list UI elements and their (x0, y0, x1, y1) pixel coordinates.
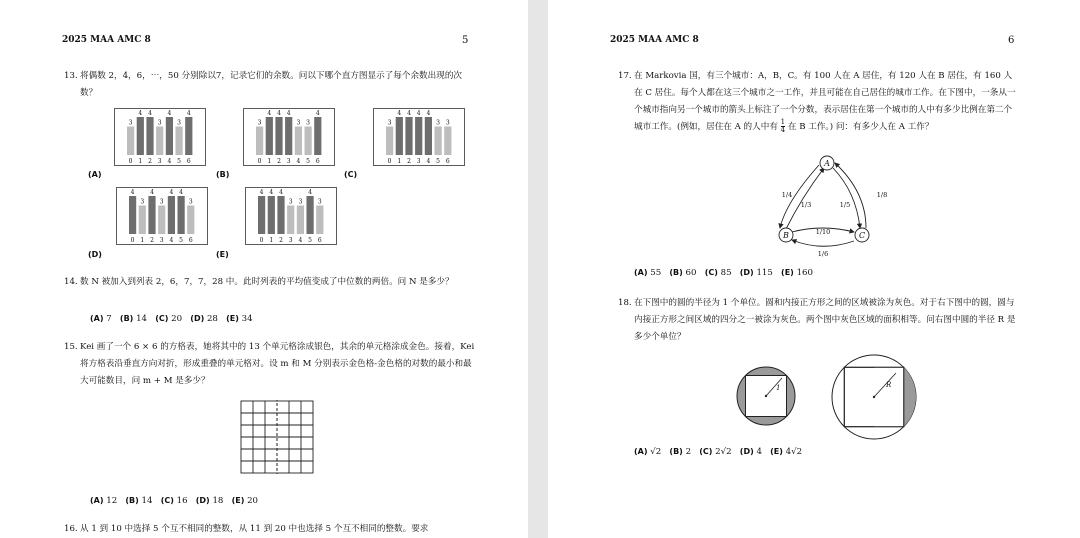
x-tick-label: 6 (445, 158, 450, 165)
histogram-bar (277, 196, 284, 234)
question-16 (64, 521, 478, 538)
bar-value-label: 4 (267, 110, 272, 117)
choice-value: 14 (141, 496, 153, 506)
histogram-bar (307, 196, 314, 234)
histogram-bar (137, 117, 144, 155)
bar-value-label: 4 (277, 110, 281, 117)
page-header-title: 2025 MAA AMC 8 (62, 35, 151, 45)
question-text-continued: 在 B 工作。) 问：有多少人在 A 工作？ (787, 122, 934, 132)
choice-value: 18 (212, 496, 224, 506)
bar-value-label: 3 (157, 119, 162, 127)
edge-label: 1/10 (815, 228, 831, 236)
circle-radius-r-figure (830, 353, 918, 441)
choices-17 (634, 268, 813, 278)
bar-value-label: 3 (188, 198, 193, 206)
choice-letter: (B) (125, 496, 139, 505)
x-tick-label: 0 (259, 237, 264, 244)
x-tick-label: 4 (298, 237, 303, 244)
bar-value-label: 3 (288, 198, 293, 206)
x-tick-label: 1 (269, 237, 274, 244)
label-d: (D) (88, 250, 102, 259)
edge-label: 1/5 (839, 201, 851, 209)
histogram-bar (268, 196, 275, 234)
choice-letter: (B) (669, 447, 683, 456)
question-18 (618, 295, 1018, 346)
fraction-numerator: 1 (780, 118, 786, 126)
choice-value: 115 (756, 268, 773, 278)
x-tick-label: 1 (138, 158, 143, 165)
choice-letter: (E) (770, 447, 783, 456)
question-number: 18. (618, 298, 632, 308)
histogram-bar (156, 127, 163, 156)
histogram-bar (425, 117, 432, 155)
histogram-bar (176, 127, 183, 156)
question-text: 数 N 被加入到列表 2，6，7，7，28 中。此时列表的平均值变成了中位数的两倍。问 N 是多少？ (80, 277, 454, 287)
bar-value-label: 4 (259, 189, 264, 196)
choice-letter: (A) (90, 496, 104, 505)
histogram-a (114, 108, 206, 166)
choice-letter: (E) (781, 268, 794, 277)
histogram-bar (168, 196, 175, 234)
choice-letter: (A) (90, 314, 104, 323)
question-number: 16. (64, 524, 78, 534)
histogram-bar (305, 127, 312, 156)
question-text: 从 1 到 10 中选择 5 个互不相同的整数，从 11 到 20 中也选择 5 个互不相同的整数。要求 (80, 524, 429, 534)
label-a: (A) (88, 170, 102, 179)
choice-value: 4√2 (785, 447, 803, 457)
x-tick-label: 0 (257, 158, 262, 165)
edge-label: 1/6 (817, 250, 829, 258)
bar-value-label: 4 (308, 189, 313, 196)
label-c: (C) (344, 170, 358, 179)
histogram-bar (146, 117, 153, 155)
histogram-d (116, 187, 208, 245)
bar-value-label: 4 (397, 110, 402, 117)
node-c: C (858, 231, 866, 240)
x-tick-label: 6 (188, 237, 193, 244)
histogram-bar (297, 206, 304, 235)
label-e: (E) (216, 250, 229, 259)
choice-letter: (B) (119, 314, 134, 323)
x-tick-label: 6 (186, 158, 191, 165)
choices-15 (90, 496, 258, 506)
bar-value-label: 4 (167, 110, 172, 117)
histogram-bar (178, 196, 185, 234)
node-b: B (783, 231, 789, 240)
x-tick-label: 0 (128, 158, 133, 165)
choice-letter: (A) (634, 268, 648, 277)
bar-value-label: 4 (416, 110, 421, 117)
x-tick-label: 2 (148, 158, 152, 165)
histogram-bar (166, 117, 173, 155)
choice-value: 12 (106, 496, 118, 506)
choices-18 (634, 447, 802, 457)
page-number: 6 (1008, 35, 1015, 46)
histogram-c (373, 108, 465, 166)
bar-value-label: 3 (387, 119, 392, 127)
bar-value-label: 4 (407, 110, 411, 117)
choice-letter: (D) (739, 447, 754, 456)
choice-value: 2√2 (715, 447, 732, 457)
choice-value: 20 (171, 314, 183, 324)
choice-value: 4 (756, 447, 762, 457)
bar-value-label: 4 (150, 189, 154, 196)
choice-value: 34 (241, 314, 253, 324)
bar-value-label: 3 (298, 198, 303, 206)
edge-label: 1/3 (800, 201, 812, 209)
fraction-denominator: 4 (780, 126, 786, 134)
choice-value: 2 (685, 447, 692, 457)
histogram-bar (148, 196, 155, 234)
question-number: 13. (64, 71, 78, 81)
bar-value-label: 4 (279, 189, 283, 196)
question-text: 在下图中的圆的半径为 1 个单位。圆和内接正方形之间的区域被涂为灰色。对于右下图中的圆，圆与内接正方形之间区域的四分之一被涂为灰色。两个图中灰色区域的面积相等。问右图中圆的半径 R 是多少个单位？ (634, 298, 1016, 342)
city-graph (774, 152, 908, 260)
bar-value-label: 4 (269, 189, 274, 196)
choice-letter: (C) (704, 268, 718, 277)
question-17 (618, 68, 1018, 136)
histogram-b (243, 108, 335, 166)
bar-value-label: 3 (296, 119, 301, 127)
histogram-bar (435, 127, 442, 156)
x-tick-label: 1 (140, 237, 145, 244)
x-tick-label: 4 (426, 158, 431, 165)
choice-value: 85 (720, 268, 732, 278)
question-text: 将偶数 2，4，6，⋯，50 分别除以7，记录它们的余数。问以下哪个直方图显示了每个余数出现的次数？ (80, 71, 463, 98)
x-tick-label: 0 (130, 237, 135, 244)
bar-value-label: 4 (138, 110, 143, 117)
bar-value-label: 3 (317, 198, 322, 206)
node-a: A (824, 159, 830, 168)
histogram-bar (256, 127, 263, 156)
histogram-bar (129, 196, 136, 234)
page-header-title: 2025 MAA AMC 8 (610, 35, 699, 45)
x-tick-label: 3 (159, 237, 164, 244)
bar-value-label: 4 (169, 189, 174, 196)
x-tick-label: 5 (179, 237, 184, 244)
x-tick-label: 6 (315, 158, 320, 165)
question-14 (64, 274, 478, 291)
x-tick-label: 2 (407, 158, 411, 165)
x-tick-label: 3 (288, 237, 293, 244)
bar-value-label: 4 (315, 110, 320, 117)
choice-value: 16 (176, 496, 188, 506)
choice-letter: (E) (231, 496, 245, 505)
bar-value-label: 3 (445, 119, 450, 127)
choice-value: 14 (136, 314, 148, 324)
histogram-bar (285, 117, 292, 155)
bar-value-label: 3 (140, 198, 145, 206)
bar-value-label: 3 (257, 119, 262, 127)
histogram-bar (185, 117, 192, 155)
x-tick-label: 1 (267, 158, 272, 165)
x-tick-label: 1 (397, 158, 402, 165)
histogram-bar (187, 206, 194, 235)
choice-letter: (C) (160, 496, 174, 505)
choice-value: 7 (106, 314, 112, 324)
bar-value-label: 4 (286, 110, 291, 117)
choices-14 (90, 314, 253, 324)
histogram-bar (287, 206, 294, 235)
choice-value: 55 (650, 268, 662, 278)
x-tick-label: 0 (387, 158, 392, 165)
x-tick-label: 6 (317, 237, 322, 244)
question-number: 14. (64, 277, 78, 287)
choice-letter: (A) (634, 447, 648, 456)
histogram-bar (316, 206, 323, 235)
question-13 (64, 68, 478, 102)
histogram-bar (158, 206, 165, 235)
x-tick-label: 2 (277, 158, 281, 165)
question-text: 在 Markovia 国，有三个城市：A，B，C。有 100 人在 A 居住，有 120 人在 B 居住，有 160 人在 C 居住。每个人都在这三个城市之一工作，并且可能在自己居住的城市工作。在下图中，一条从一个城市指向另一个城市的箭头上标注了一个分数，表示居住在第一个城市的人中有多少比例在第二个城市工作。(例如，居住在 A 的人中有 (634, 71, 1016, 132)
question-15 (64, 339, 478, 390)
histogram-bar (295, 127, 302, 156)
choice-value: 160 (796, 268, 813, 278)
choice-letter: (B) (669, 268, 683, 277)
x-tick-label: 5 (308, 237, 313, 244)
radius-label: 1 (776, 384, 781, 392)
choice-letter: (D) (195, 496, 210, 505)
choice-value: 20 (247, 496, 259, 506)
bar-value-label: 3 (159, 198, 164, 206)
histogram-bar (275, 117, 282, 155)
question-text: Kei 画了一个 6 × 6 的方格表，她将其中的 13 个单元格涂成银色，其余的单元格涂成金色。接着，Kei 将方格表沿垂直方向对折，形成重叠的单元格对。设 m 和 M 分别表示金色格-金色格的对数的最小和最大可能数目，问 m + M 是多少？ (80, 342, 475, 386)
histogram-bar (415, 117, 422, 155)
histogram-bar (386, 127, 393, 156)
choice-letter: (E) (226, 314, 239, 323)
histogram-bar (266, 117, 273, 155)
bar-value-label: 4 (148, 110, 152, 117)
bar-value-label: 3 (306, 119, 311, 127)
x-tick-label: 2 (150, 237, 154, 244)
right-page (548, 0, 1080, 538)
edge-label: 1/4 (781, 191, 793, 199)
x-tick-label: 3 (416, 158, 421, 165)
bar-value-label: 4 (186, 110, 191, 117)
histogram-bar (258, 196, 265, 234)
choice-value: √2 (650, 447, 662, 457)
bar-value-label: 3 (128, 119, 133, 127)
histogram-bar (314, 117, 321, 155)
bar-value-label: 3 (177, 119, 182, 127)
choice-value: 60 (685, 268, 697, 278)
bar-value-label: 4 (130, 189, 135, 196)
bar-value-label: 4 (179, 189, 184, 196)
histogram-bar (405, 117, 412, 155)
left-page (0, 0, 528, 538)
question-number: 15. (64, 342, 78, 352)
histogram-bar (139, 206, 146, 235)
six-by-six-grid (240, 400, 314, 474)
choice-letter: (C) (155, 314, 169, 323)
choice-letter: (D) (739, 268, 754, 277)
circle-radius-1-figure (734, 364, 798, 428)
x-tick-label: 5 (306, 158, 311, 165)
histogram-bar (396, 117, 403, 155)
question-number: 17. (618, 71, 632, 81)
x-tick-label: 5 (436, 158, 441, 165)
edge-label: 1/8 (876, 191, 888, 199)
choice-value: 28 (206, 314, 218, 324)
bar-value-label: 4 (426, 110, 431, 117)
x-tick-label: 4 (296, 158, 301, 165)
histogram-e (245, 187, 337, 245)
radius-label: R (886, 381, 892, 389)
bar-value-label: 3 (436, 119, 441, 127)
x-tick-label: 5 (177, 158, 182, 165)
choice-letter: (D) (190, 314, 205, 323)
page-number: 5 (462, 35, 469, 46)
x-tick-label: 4 (169, 237, 174, 244)
label-b: (B) (216, 170, 230, 179)
x-tick-label: 3 (286, 158, 291, 165)
fraction (781, 119, 785, 134)
x-tick-label: 2 (279, 237, 283, 244)
x-tick-label: 4 (167, 158, 172, 165)
x-tick-label: 3 (157, 158, 162, 165)
histogram-bar (444, 127, 451, 156)
histogram-bar (127, 127, 134, 156)
choice-letter: (C) (699, 447, 713, 456)
